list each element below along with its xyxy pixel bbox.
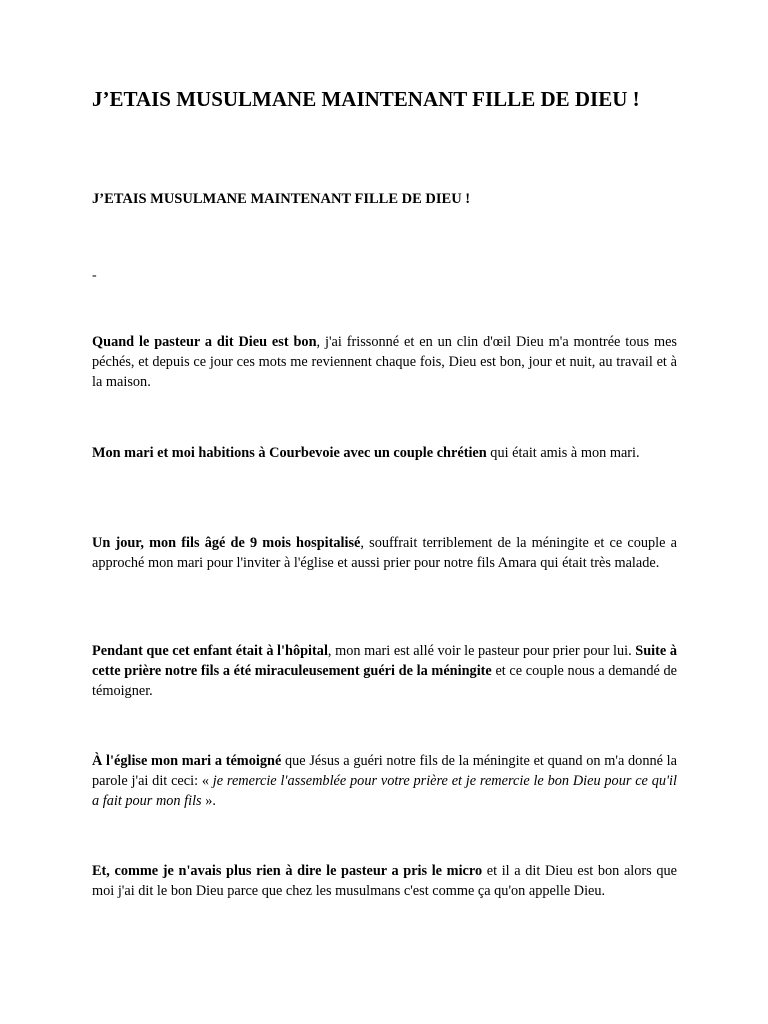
paragraph-1	[92, 332, 677, 392]
paragraph-1-text: , j'ai frissonné et en un clin d'œil Dieu m'a montrée tous mes péchés, et depuis ce jour ces mots me reviennent chaque fois, Dieu est bon, jour et nuit, au travail et à la maison.	[92, 334, 678, 390]
paragraph-2-text: qui était amis à mon mari.	[486, 445, 640, 461]
paragraph-2	[92, 443, 677, 463]
separator-dash: -	[92, 268, 97, 283]
paragraph-4-text: , mon mari est allé voir le pasteur pour prier pour lui.	[327, 643, 636, 659]
page-title: J’ETAIS MUSULMANE MAINTENANT FILLE DE DIEU !	[92, 87, 640, 111]
paragraph-4-bold-middle: Suite à cette prière notre fils a été miraculeusement guéri de la méningite	[92, 643, 677, 679]
paragraph-5-bold: À l'église mon mari a témoigné	[92, 753, 282, 769]
paragraph-6-text: et il a dit Dieu est bon alors que moi j'ai dit le bon Dieu parce que chez les musulmans c'est comme ça qu'on appelle Dieu.	[92, 863, 678, 899]
paragraph-5-quote: je remercie l'assemblée pour votre prière et je remercie le bon Dieu pour ce qu'il a fait pour mon fils	[92, 773, 677, 809]
paragraph-4	[92, 641, 677, 701]
paragraph-6	[92, 861, 677, 901]
paragraph-5-text: que Jésus a guéri notre fils de la méningite et quand on m'a donné la parole j'ai dit ceci: «	[92, 753, 677, 789]
paragraph-3	[92, 533, 677, 573]
paragraph-3-bold: Un jour, mon fils âgé de 9 mois hospitalisé	[92, 535, 361, 551]
subtitle: J’ETAIS MUSULMANE MAINTENANT FILLE DE DIEU !	[92, 191, 471, 207]
paragraph-6-bold: Et, comme je n'avais plus rien à dire le pasteur a pris le micro	[92, 863, 483, 879]
paragraph-1-bold: Quand le pasteur a dit Dieu est bon	[92, 334, 317, 350]
paragraph-3-text: , souffrait terriblement de la méningite et ce couple a approché mon mari pour l'inviter à l'église et aussi prier pour notre fils Amara qui était très malade.	[92, 535, 677, 571]
paragraph-2-bold: Mon mari et moi habitions à Courbevoie avec un couple chrétien	[92, 445, 487, 461]
paragraph-5	[92, 751, 677, 811]
paragraph-4-bold: Pendant que cet enfant était à l'hôpital	[92, 643, 328, 659]
paragraph-4-text-end: et ce couple nous a demandé de témoigner.	[92, 663, 678, 699]
paragraph-5-text-end: ».	[201, 793, 216, 809]
